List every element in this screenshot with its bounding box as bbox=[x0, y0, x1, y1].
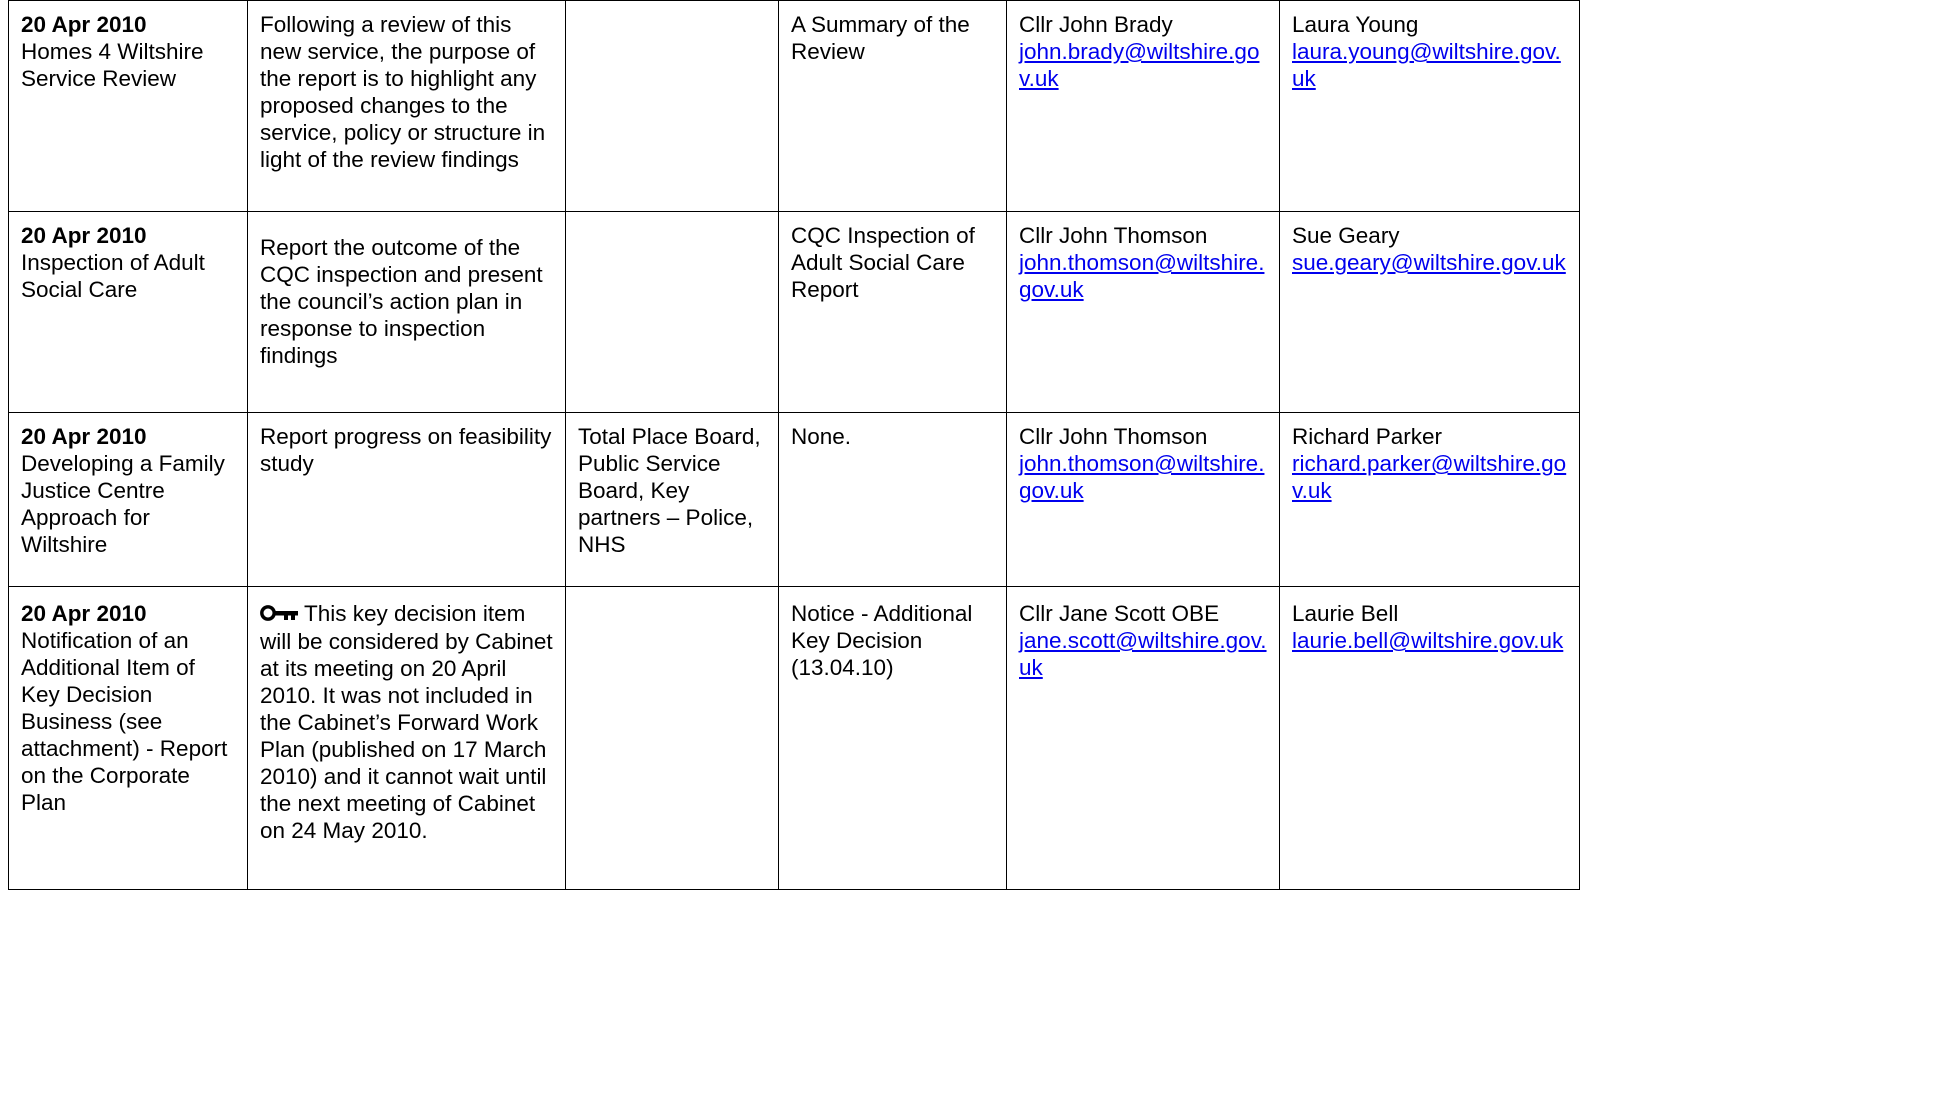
consultees-cell bbox=[566, 1, 779, 212]
table-row bbox=[9, 212, 1952, 413]
officer-name: Sue Geary bbox=[1292, 223, 1400, 248]
member-cell bbox=[1007, 413, 1280, 587]
member-email-link[interactable]: john.thomson@wiltshire.gov.uk bbox=[1019, 451, 1265, 503]
member-email-link[interactable]: john.thomson@wiltshire.gov.uk bbox=[1019, 250, 1265, 302]
officer-cell bbox=[1280, 587, 1580, 890]
consultees-text: Total Place Board, Public Service Board, Key partners – Police, NHS bbox=[578, 424, 761, 557]
key-icon bbox=[260, 601, 300, 628]
officer-email-link[interactable]: sue.geary@wiltshire.gov.uk bbox=[1292, 250, 1566, 275]
meeting-date: 20 Apr 2010 bbox=[21, 223, 147, 248]
purpose-cell bbox=[248, 413, 566, 587]
purpose-text: Report the outcome of the CQC inspection and present the council’s action plan in response to inspection findings bbox=[260, 235, 543, 368]
purpose-cell bbox=[248, 1, 566, 212]
item-cell bbox=[9, 1, 248, 212]
member-email-link[interactable]: john.brady@wiltshire.gov.uk bbox=[1019, 39, 1260, 91]
forward-work-plan-table bbox=[8, 0, 1952, 890]
documents-cell bbox=[779, 212, 1007, 413]
member-cell bbox=[1007, 1, 1280, 212]
meeting-date: 20 Apr 2010 bbox=[21, 12, 147, 37]
purpose-block bbox=[260, 600, 553, 844]
table-row bbox=[9, 413, 1952, 587]
officer-cell bbox=[1280, 212, 1580, 413]
item-cell bbox=[9, 587, 248, 890]
documents-cell bbox=[779, 587, 1007, 890]
officer-cell bbox=[1280, 1, 1580, 212]
item-cell bbox=[9, 212, 248, 413]
member-name: Cllr John Thomson bbox=[1019, 424, 1208, 449]
item-title: Inspection of Adult Social Care bbox=[21, 250, 205, 302]
officer-name: Richard Parker bbox=[1292, 424, 1443, 449]
officer-name: Laurie Bell bbox=[1292, 601, 1399, 626]
purpose-cell bbox=[248, 212, 566, 413]
documents-cell bbox=[779, 1, 1007, 212]
member-cell bbox=[1007, 587, 1280, 890]
table-row bbox=[9, 587, 1952, 890]
documents-text: A Summary of the Review bbox=[791, 12, 970, 64]
purpose-text: Following a review of this new service, the purpose of the report is to highlight any proposed changes to the service, policy or structure in light of the review findings bbox=[260, 12, 546, 172]
member-name: Cllr John Brady bbox=[1019, 12, 1173, 37]
officer-email-link[interactable]: laurie.bell@wiltshire.gov.uk bbox=[1292, 628, 1564, 653]
meeting-date: 20 Apr 2010 bbox=[21, 601, 147, 626]
documents-text: Notice - Additional Key Decision (13.04.10) bbox=[791, 601, 973, 680]
documents-cell bbox=[779, 413, 1007, 587]
officer-email-link[interactable]: laura.young@wiltshire.gov.uk bbox=[1292, 39, 1561, 91]
officer-name: Laura Young bbox=[1292, 12, 1419, 37]
meeting-date: 20 Apr 2010 bbox=[21, 424, 147, 449]
member-name: Cllr Jane Scott OBE bbox=[1019, 601, 1220, 626]
documents-text: None. bbox=[791, 424, 852, 449]
purpose-text: This key decision item will be considered by Cabinet at its meeting on 20 April 2010. It was not included in the Cabinet’s Forward Work Plan (published on 17 March 2010) and it cannot wait until the next meeting of Cabinet on 24 May 2010. bbox=[260, 601, 553, 843]
officer-cell bbox=[1280, 413, 1580, 587]
consultees-cell bbox=[566, 413, 779, 587]
member-name: Cllr John Thomson bbox=[1019, 223, 1208, 248]
item-title: Homes 4 Wiltshire Service Review bbox=[21, 39, 204, 91]
consultees-cell bbox=[566, 587, 779, 890]
documents-text: CQC Inspection of Adult Social Care Report bbox=[791, 223, 975, 302]
purpose-text: Report progress on feasibility study bbox=[260, 424, 552, 476]
consultees-cell bbox=[566, 212, 779, 413]
item-cell bbox=[9, 413, 248, 587]
item-title: Notification of an Additional Item of Key Decision Business (see attachment) - Report on the Corporate Plan bbox=[21, 628, 228, 815]
item-title: Developing a Family Justice Centre Approach for Wiltshire bbox=[21, 451, 225, 557]
purpose-cell bbox=[248, 587, 566, 890]
member-cell bbox=[1007, 212, 1280, 413]
officer-email-link[interactable]: richard.parker@wiltshire.gov.uk bbox=[1292, 451, 1567, 503]
table-row bbox=[9, 1, 1952, 212]
member-email-link[interactable]: jane.scott@wiltshire.gov.uk bbox=[1019, 628, 1267, 680]
